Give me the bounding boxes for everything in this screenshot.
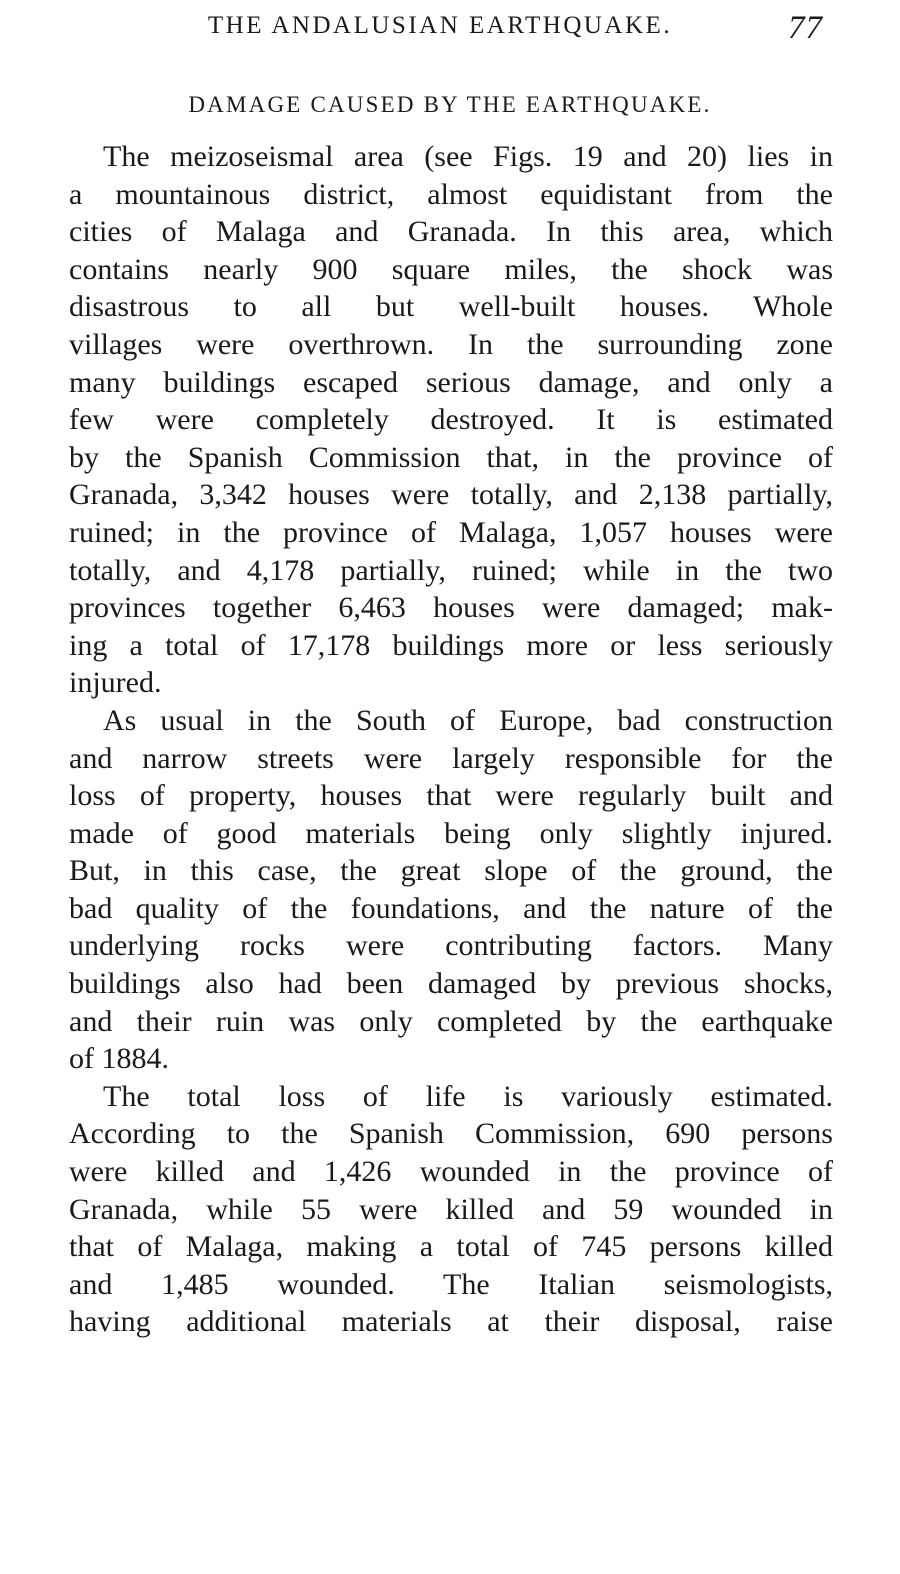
text-line: many buildings escaped serious damage, and only a — [69, 365, 833, 399]
text-line: But, in this case, the great slope of the ground, the — [69, 854, 833, 888]
text-line: loss of property, houses that were regularly built and — [69, 779, 833, 813]
running-title: THE ANDALUSIAN EARTHQUAKE. — [207, 12, 673, 39]
text-line: The meizoseismal area (see Figs. 19 and 20) lies in — [103, 140, 833, 173]
text-line: bad quality of the foundations, and the nature of the — [69, 891, 833, 925]
text-line: were killed and 1,426 wounded in the province of — [69, 1155, 833, 1189]
text-line: ruined; in the province of Malaga, 1,057 houses were — [69, 515, 833, 549]
text-line: by the Spanish Commission that, in the province of — [69, 440, 833, 474]
text-line: ing a total of 17,178 buildings more or less seriously — [69, 628, 833, 662]
text-line: made of good materials being only slightly injured. — [69, 816, 833, 850]
text-line: provinces together 6,463 houses were damaged; mak- — [69, 591, 833, 625]
running-head — [0, 6, 900, 46]
text-line: and narrow streets were largely responsible for the — [69, 741, 833, 775]
paragraph-damage — [69, 138, 833, 702]
text-line: of 1884. — [69, 1042, 169, 1076]
text-line: villages were overthrown. In the surrounding zone — [69, 327, 833, 361]
text-line: disastrous to all but well-built houses. Whole — [69, 290, 833, 324]
text-line: totally, and 4,178 partially, ruined; while in the two — [69, 553, 833, 587]
text-line: buildings also had been damaged by previous shocks, — [69, 967, 833, 1001]
page-number: 77 — [788, 10, 823, 46]
text-line: The total loss of life is variously estimated. — [103, 1079, 833, 1113]
paragraph-construction — [69, 702, 833, 1078]
body-text — [69, 138, 833, 1341]
text-line: cities of Malaga and Granada. In this area, which — [69, 215, 833, 249]
text-line: According to the Spanish Commission, 690 persons — [69, 1117, 833, 1151]
text-line: Granada, while 55 were killed and 59 wounded in — [69, 1192, 833, 1226]
text-line: that of Malaga, making a total of 745 persons killed — [69, 1230, 833, 1264]
section-heading: DAMAGE CAUSED BY THE EARTHQUAKE. — [188, 92, 712, 117]
paragraph-loss-of-life — [69, 1078, 833, 1341]
text-line: having additional materials at their disposal, raise — [69, 1305, 833, 1339]
text-line: injured. — [69, 666, 162, 700]
text-line: underlying rocks were contributing factors. Many — [69, 929, 833, 963]
text-line: and 1,485 wounded. The Italian seismologists, — [69, 1267, 833, 1301]
text-line: a mountainous district, almost equidistant from the — [69, 177, 833, 211]
text-line: Granada, 3,342 houses were totally, and 2,138 partially, — [69, 478, 833, 512]
text-line: contains nearly 900 square miles, the shock was — [69, 252, 833, 286]
text-line: few were completely destroyed. It is estimated — [69, 403, 833, 437]
text-line: and their ruin was only completed by the earthquake — [69, 1004, 833, 1038]
text-line: As usual in the South of Europe, bad construction — [103, 703, 833, 737]
